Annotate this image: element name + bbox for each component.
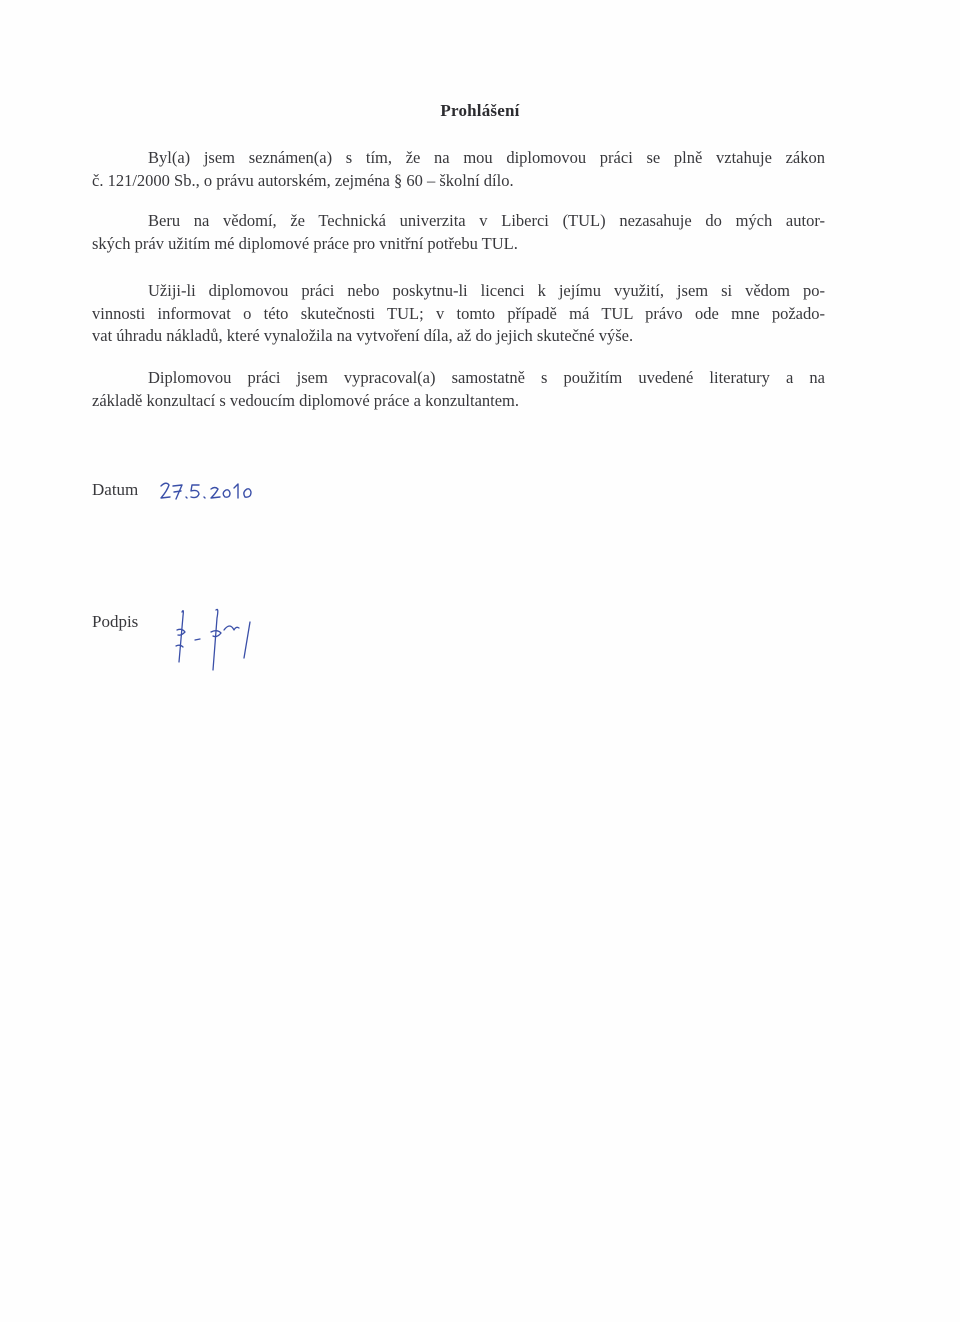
paragraph-line: Užiji-li diplomovou práci nebo poskytnu-li licenci k jejímu využití, jsem si vědom po- [148, 281, 825, 300]
paragraph-3 [92, 280, 825, 348]
paragraph-line: vat úhradu nákladů, které vynaložila na vytvoření díla, až do jejich skutečné výše. [92, 326, 634, 345]
paragraph-4 [92, 367, 825, 412]
date-label: Datum [92, 480, 139, 499]
paragraph-line: základě konzultací s vedoucím diplomové práce a konzultantem. [92, 390, 520, 410]
handwritten-date [158, 476, 268, 506]
handwritten-signature [168, 602, 268, 674]
document-title: Prohlášení [440, 101, 520, 120]
paragraph-1 [92, 147, 825, 192]
paragraph-line: vinnosti informovat o této skutečnosti TUL; v tomto případě má TUL právo ode mne požado- [92, 303, 825, 323]
paragraph-line: Diplomovou práci jsem vypracoval(a) samostatně s použitím uvedené literatury a na [148, 368, 825, 387]
paragraph-line: č. 121/2000 Sb., o právu autorském, zejména § 60 – školní dílo. [92, 170, 514, 190]
paragraph-line: Byl(a) jsem seznámen(a) s tím, že na mou diplomovou práci se plně vztahuje zákon [148, 148, 825, 167]
paragraph-line: Beru na vědomí, že Technická univerzita v Liberci (TUL) nezasahuje do mých autor- [148, 211, 825, 230]
paragraph-line: ských práv užitím mé diplomové práce pro vnitřní potřebu TUL. [92, 233, 518, 253]
paragraph-2 [92, 210, 825, 255]
signature-label: Podpis [92, 612, 139, 631]
